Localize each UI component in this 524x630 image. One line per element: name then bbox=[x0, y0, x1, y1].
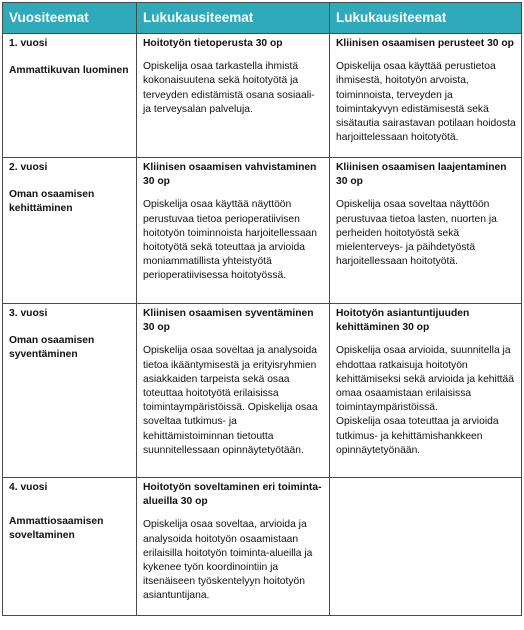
header-row bbox=[3, 3, 522, 34]
semester-title: Hoitotyön tietoperusta 30 op bbox=[143, 38, 283, 49]
year-theme: Ammattikuvan luominen bbox=[9, 65, 129, 77]
year-cell bbox=[3, 304, 137, 478]
table-row-year-4 bbox=[3, 478, 522, 616]
year-cell bbox=[3, 478, 137, 616]
semester-cell bbox=[137, 34, 330, 158]
semester-cell bbox=[330, 34, 522, 158]
year-label: 1. vuosi bbox=[9, 38, 48, 49]
year-label: 2. vuosi bbox=[9, 162, 48, 173]
semester-description-2: Opiskelija osaa toteuttaa ja arvioida tutkimus- ja kehittämishankkeen opinnäytetyönään. bbox=[336, 416, 499, 456]
semester-description: Opiskelija osaa soveltaa näyttöön perustuvaa tietoa lasten, nuorten ja perheiden hoitotyöstä sekä mielenterveys- ja päihdetyöstä harjoitellessaan hoitotyötä. bbox=[336, 199, 497, 268]
year-theme: Ammattiosaamisen soveltaminen bbox=[9, 516, 104, 542]
year-label: 4. vuosi bbox=[9, 482, 48, 493]
table-row-year-3 bbox=[3, 304, 522, 478]
semester-cell bbox=[330, 304, 522, 478]
semester-title: Kliinisen osaamisen syventäminen 30 op bbox=[143, 308, 314, 334]
semester-cell bbox=[137, 158, 330, 304]
header-semester-themes-1: Lukukausiteemat bbox=[137, 3, 330, 34]
semester-title: Kliinisen osaamisen vahvistaminen 30 op bbox=[143, 162, 317, 188]
header-year-themes: Vuositeemat bbox=[3, 3, 137, 34]
table-row-year-2 bbox=[3, 158, 522, 304]
semester-title: Kliinisen osaamisen laajentaminen 30 op bbox=[336, 162, 507, 188]
header-semester-themes-2: Lukukausiteemat bbox=[330, 3, 522, 34]
semester-description: Opiskelija osaa tarkastella ihmistä kokonaisuutena sekä hoitotyötä ja terveyden edistämistä osana sosiaali- ja terveysalan palveluja. bbox=[143, 61, 315, 115]
semester-description: Opiskelija osaa arvioida, suunnitella ja ehdottaa ratkaisuja hoitotyön kehittämiseksi sekä arvioida ja kehittää omaa osaamistaan erilaisissa toimintaympäristöissä. bbox=[336, 345, 514, 414]
curriculum-table bbox=[2, 2, 522, 616]
year-cell bbox=[3, 158, 137, 304]
year-theme: Oman osaamisen kehittäminen bbox=[9, 189, 95, 215]
semester-title: Kliinisen osaamisen perusteet 30 op bbox=[336, 38, 514, 49]
empty-cell bbox=[330, 478, 522, 616]
semester-description: Opiskelija osaa käyttää perustietoa ihmisestä, hoitotyön arvoista, toiminnoista, terveyden ja toimintakyvyn edistämisestä sekä sisätautia sairastavan potilaan hoidosta harjoittelessaan hoitotyötä. bbox=[336, 61, 516, 144]
semester-title: Hoitotyön soveltaminen eri toiminta-alueilla 30 op bbox=[143, 482, 322, 508]
semester-cell bbox=[137, 304, 330, 478]
semester-cell bbox=[330, 158, 522, 304]
semester-description: Opiskelija osaa soveltaa ja analysoida tietoa ikääntymisestä ja erityisryhmien asiakkaiden tarpeista sekä osaa toteuttaa hoitotyötä erilaisissa toimintaympäristöissä. Opiskelija osaa soveltaa tutkimus- ja kehittämistoiminnan tietoutta suunnitellessaan opinnäytetyötään. bbox=[143, 345, 318, 456]
semester-title: Hoitotyön asiantuntijuuden kehittäminen 30 op bbox=[336, 308, 470, 334]
table-row-year-1 bbox=[3, 34, 522, 158]
semester-description: Opiskelija osaa käyttää näyttöön perustuvaa tietoa perioperatiivisen hoitotyön toiminnoista harjoitellessaan hoitotyötä sekä toteuttaa ja arvioida moniammatillista yhteistyötä perioperatiivisessa hoitotyössä. bbox=[143, 199, 318, 282]
year-theme: Oman osaamisen syventäminen bbox=[9, 335, 95, 361]
year-label: 3. vuosi bbox=[9, 308, 48, 319]
semester-description: Opiskelija osaa soveltaa, arvioida ja analysoida hoitotyön osaamistaan erilaisilla hoitotyön toiminta-alueilla ja kykenee työn koordinointiin ja itsenäiseen työskentelyyn hoitotyön asiantuntijana. bbox=[143, 519, 313, 602]
semester-cell bbox=[137, 478, 330, 616]
year-cell bbox=[3, 34, 137, 158]
